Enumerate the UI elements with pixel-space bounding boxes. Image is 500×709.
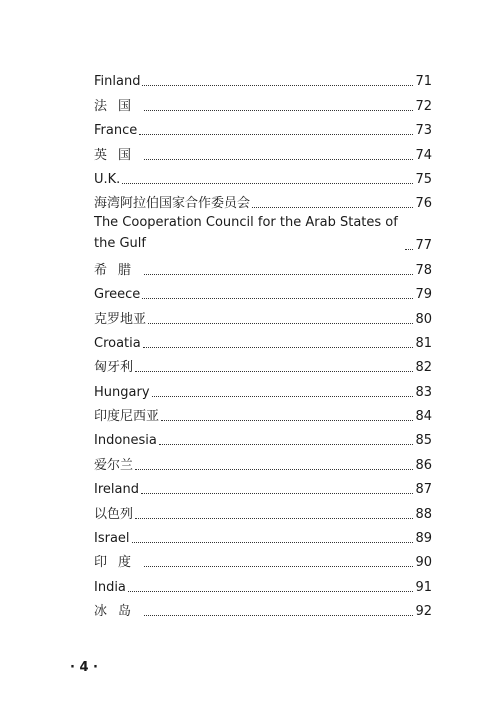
- toc-entry-title: France: [94, 123, 138, 139]
- toc-entry[interactable]: [94, 254, 432, 278]
- toc-entry-title: India: [94, 579, 126, 595]
- dot-leader: [135, 518, 413, 519]
- toc-entry-page: 88: [415, 506, 432, 522]
- toc-entry-page: 83: [415, 384, 432, 400]
- toc-entry-page: 82: [415, 360, 432, 376]
- toc-entry-title: Croatia: [94, 335, 141, 351]
- dot-leader: [132, 542, 414, 543]
- toc-entry-title: Indonesia: [94, 433, 157, 449]
- toc-entry[interactable]: [94, 352, 432, 376]
- toc-entry[interactable]: [94, 523, 432, 547]
- toc-entry-title: 印度: [94, 555, 143, 571]
- toc-entry-page: 91: [415, 579, 432, 595]
- toc-entry-page: 87: [415, 482, 432, 498]
- toc-entry[interactable]: [94, 212, 432, 254]
- toc-entry[interactable]: [94, 188, 432, 212]
- toc-entry[interactable]: [94, 571, 432, 595]
- toc-entry-page: 81: [415, 335, 432, 351]
- dot-leader: [128, 591, 414, 592]
- toc-entry[interactable]: [94, 164, 432, 188]
- toc-entry[interactable]: [94, 498, 432, 522]
- toc-entry-page: 76: [415, 196, 432, 212]
- toc-entry[interactable]: [94, 547, 432, 571]
- dot-leader: [144, 566, 413, 567]
- toc-entry-page: 85: [415, 433, 432, 449]
- toc-entry-title: 以色列: [94, 506, 134, 522]
- toc-entry-page: 75: [415, 171, 432, 187]
- toc-entry-page: 77: [415, 238, 432, 254]
- toc-entry-page: 79: [415, 287, 432, 303]
- dot-leader: [143, 347, 414, 348]
- dot-leader: [142, 298, 413, 299]
- toc-entry[interactable]: [94, 90, 432, 114]
- toc-entry[interactable]: [94, 596, 432, 620]
- dot-leader: [148, 323, 413, 324]
- toc-entry-title: 匈牙利: [94, 360, 134, 376]
- toc-entry[interactable]: [94, 474, 432, 498]
- toc-entry-title: 希腊: [94, 262, 143, 278]
- dot-leader: [139, 134, 413, 135]
- toc-entry-title: 克罗地亚: [94, 311, 147, 327]
- dot-leader: [405, 249, 413, 250]
- toc-entry[interactable]: [94, 66, 432, 90]
- toc-entry-page: 73: [415, 123, 432, 139]
- dot-leader: [159, 444, 414, 445]
- toc-entry-title: Hungary: [94, 384, 150, 400]
- toc-entry[interactable]: [94, 376, 432, 400]
- toc-entry-page: 90: [415, 555, 432, 571]
- toc-entry-page: 80: [415, 311, 432, 327]
- dot-leader: [142, 85, 413, 86]
- dot-leader: [152, 396, 414, 397]
- toc-entry-title: Finland: [94, 74, 141, 90]
- toc-entry-title: Ireland: [94, 482, 139, 498]
- toc-entry-page: 92: [415, 604, 432, 620]
- toc-entry-page: 78: [415, 262, 432, 278]
- toc-entry[interactable]: [94, 328, 432, 352]
- toc-entry-page: 86: [415, 457, 432, 473]
- dot-leader: [252, 207, 413, 208]
- toc-entry-title: U.K.: [94, 171, 121, 187]
- toc-entry-page: 74: [415, 147, 432, 163]
- toc-entry-page: 89: [415, 531, 432, 547]
- dot-leader: [144, 110, 413, 111]
- toc-entry-title: The Cooperation Council for the Arab States of the Gulf: [94, 215, 398, 252]
- dot-leader: [144, 274, 413, 275]
- page-number: · 4 ·: [70, 660, 98, 675]
- dot-leader: [141, 493, 413, 494]
- dot-leader: [161, 420, 413, 421]
- toc-entry[interactable]: [94, 139, 432, 163]
- toc-entry-title: 爱尔兰: [94, 457, 134, 473]
- toc-entry-title: Israel: [94, 531, 130, 547]
- toc-entry[interactable]: [94, 449, 432, 473]
- table-of-contents: [94, 66, 432, 620]
- dot-leader: [144, 159, 413, 160]
- toc-entry[interactable]: [94, 303, 432, 327]
- toc-entry[interactable]: [94, 279, 432, 303]
- toc-entry-title: 法国: [94, 98, 143, 114]
- toc-entry-page: 71: [415, 74, 432, 90]
- toc-entry-page: 84: [415, 409, 432, 425]
- toc-entry[interactable]: [94, 115, 432, 139]
- toc-entry-title: 冰岛: [94, 604, 143, 620]
- toc-entry-title: 海湾阿拉伯国家合作委员会: [94, 196, 251, 212]
- dot-leader: [144, 615, 413, 616]
- dot-leader: [135, 469, 413, 470]
- toc-entry[interactable]: [94, 401, 432, 425]
- toc-entry[interactable]: [94, 425, 432, 449]
- dot-leader: [135, 371, 413, 372]
- toc-entry-title: Greece: [94, 287, 141, 303]
- toc-entry-page: 72: [415, 98, 432, 114]
- dot-leader: [122, 183, 413, 184]
- toc-entry-title: 英国: [94, 147, 143, 163]
- toc-entry-title: 印度尼西亚: [94, 409, 160, 425]
